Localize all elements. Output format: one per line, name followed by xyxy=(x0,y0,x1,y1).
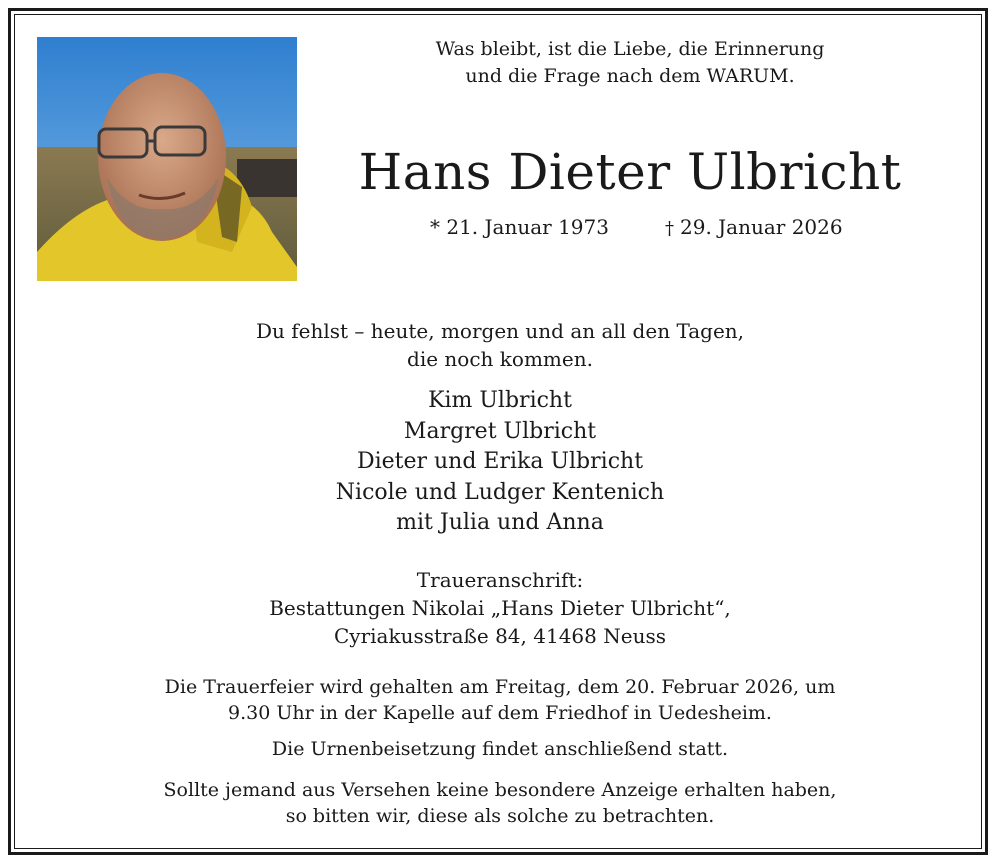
verse-line: Du fehlst – heute, morgen und an all den Tagen, xyxy=(255,319,745,343)
death-date: 29. Januar 2026 xyxy=(680,215,843,239)
urn-line: Die Urnenbeisetzung findet anschließend statt. xyxy=(271,738,729,760)
mourning-address xyxy=(0,566,1000,650)
family-member: Margret Ulbricht xyxy=(403,418,597,444)
family-member: Nicole und Ludger Kentenich xyxy=(335,479,665,505)
deceased-name: Hans Dieter Ulbricht xyxy=(358,143,902,201)
closing-note xyxy=(0,777,1000,829)
urn-burial-info xyxy=(0,736,1000,762)
family-member: Kim Ulbricht xyxy=(428,388,572,413)
note-line: so bitten wir, diese als solche zu betrachten. xyxy=(285,805,715,827)
service-line: 9.30 Uhr in der Kapelle auf dem Friedhof in Uedesheim. xyxy=(228,702,772,724)
family-member: Dieter und Erika Ulbricht xyxy=(356,449,644,474)
funeral-service-info xyxy=(0,674,1000,726)
address-line: Bestattungen Nikolai „Hans Dieter Ulbricht“, xyxy=(269,596,731,620)
family-member: mit Julia und Anna xyxy=(396,510,604,535)
note-line: Sollte jemand aus Versehen keine besondere Anzeige erhalten haben, xyxy=(163,779,837,801)
service-line: Die Trauerfeier wird gehalten am Freitag, dem 20. Februar 2026, um xyxy=(164,676,836,698)
verse-line: die noch kommen. xyxy=(407,347,593,371)
verse xyxy=(0,317,1000,373)
family-list xyxy=(0,386,1000,539)
motto-line: Was bleibt, ist die Liebe, die Erinnerung xyxy=(435,38,825,60)
address-line: Cyriakusstraße 84, 41468 Neuss xyxy=(334,624,666,648)
death-date-group xyxy=(665,213,843,243)
birth-date: * 21. Januar 1973 xyxy=(430,215,609,239)
address-heading: Traueranschrift: xyxy=(416,568,584,592)
portrait-photo xyxy=(37,37,297,281)
motto xyxy=(380,36,880,90)
cross-icon: † xyxy=(665,218,674,239)
motto-line: und die Frage nach dem WARUM. xyxy=(465,65,795,87)
